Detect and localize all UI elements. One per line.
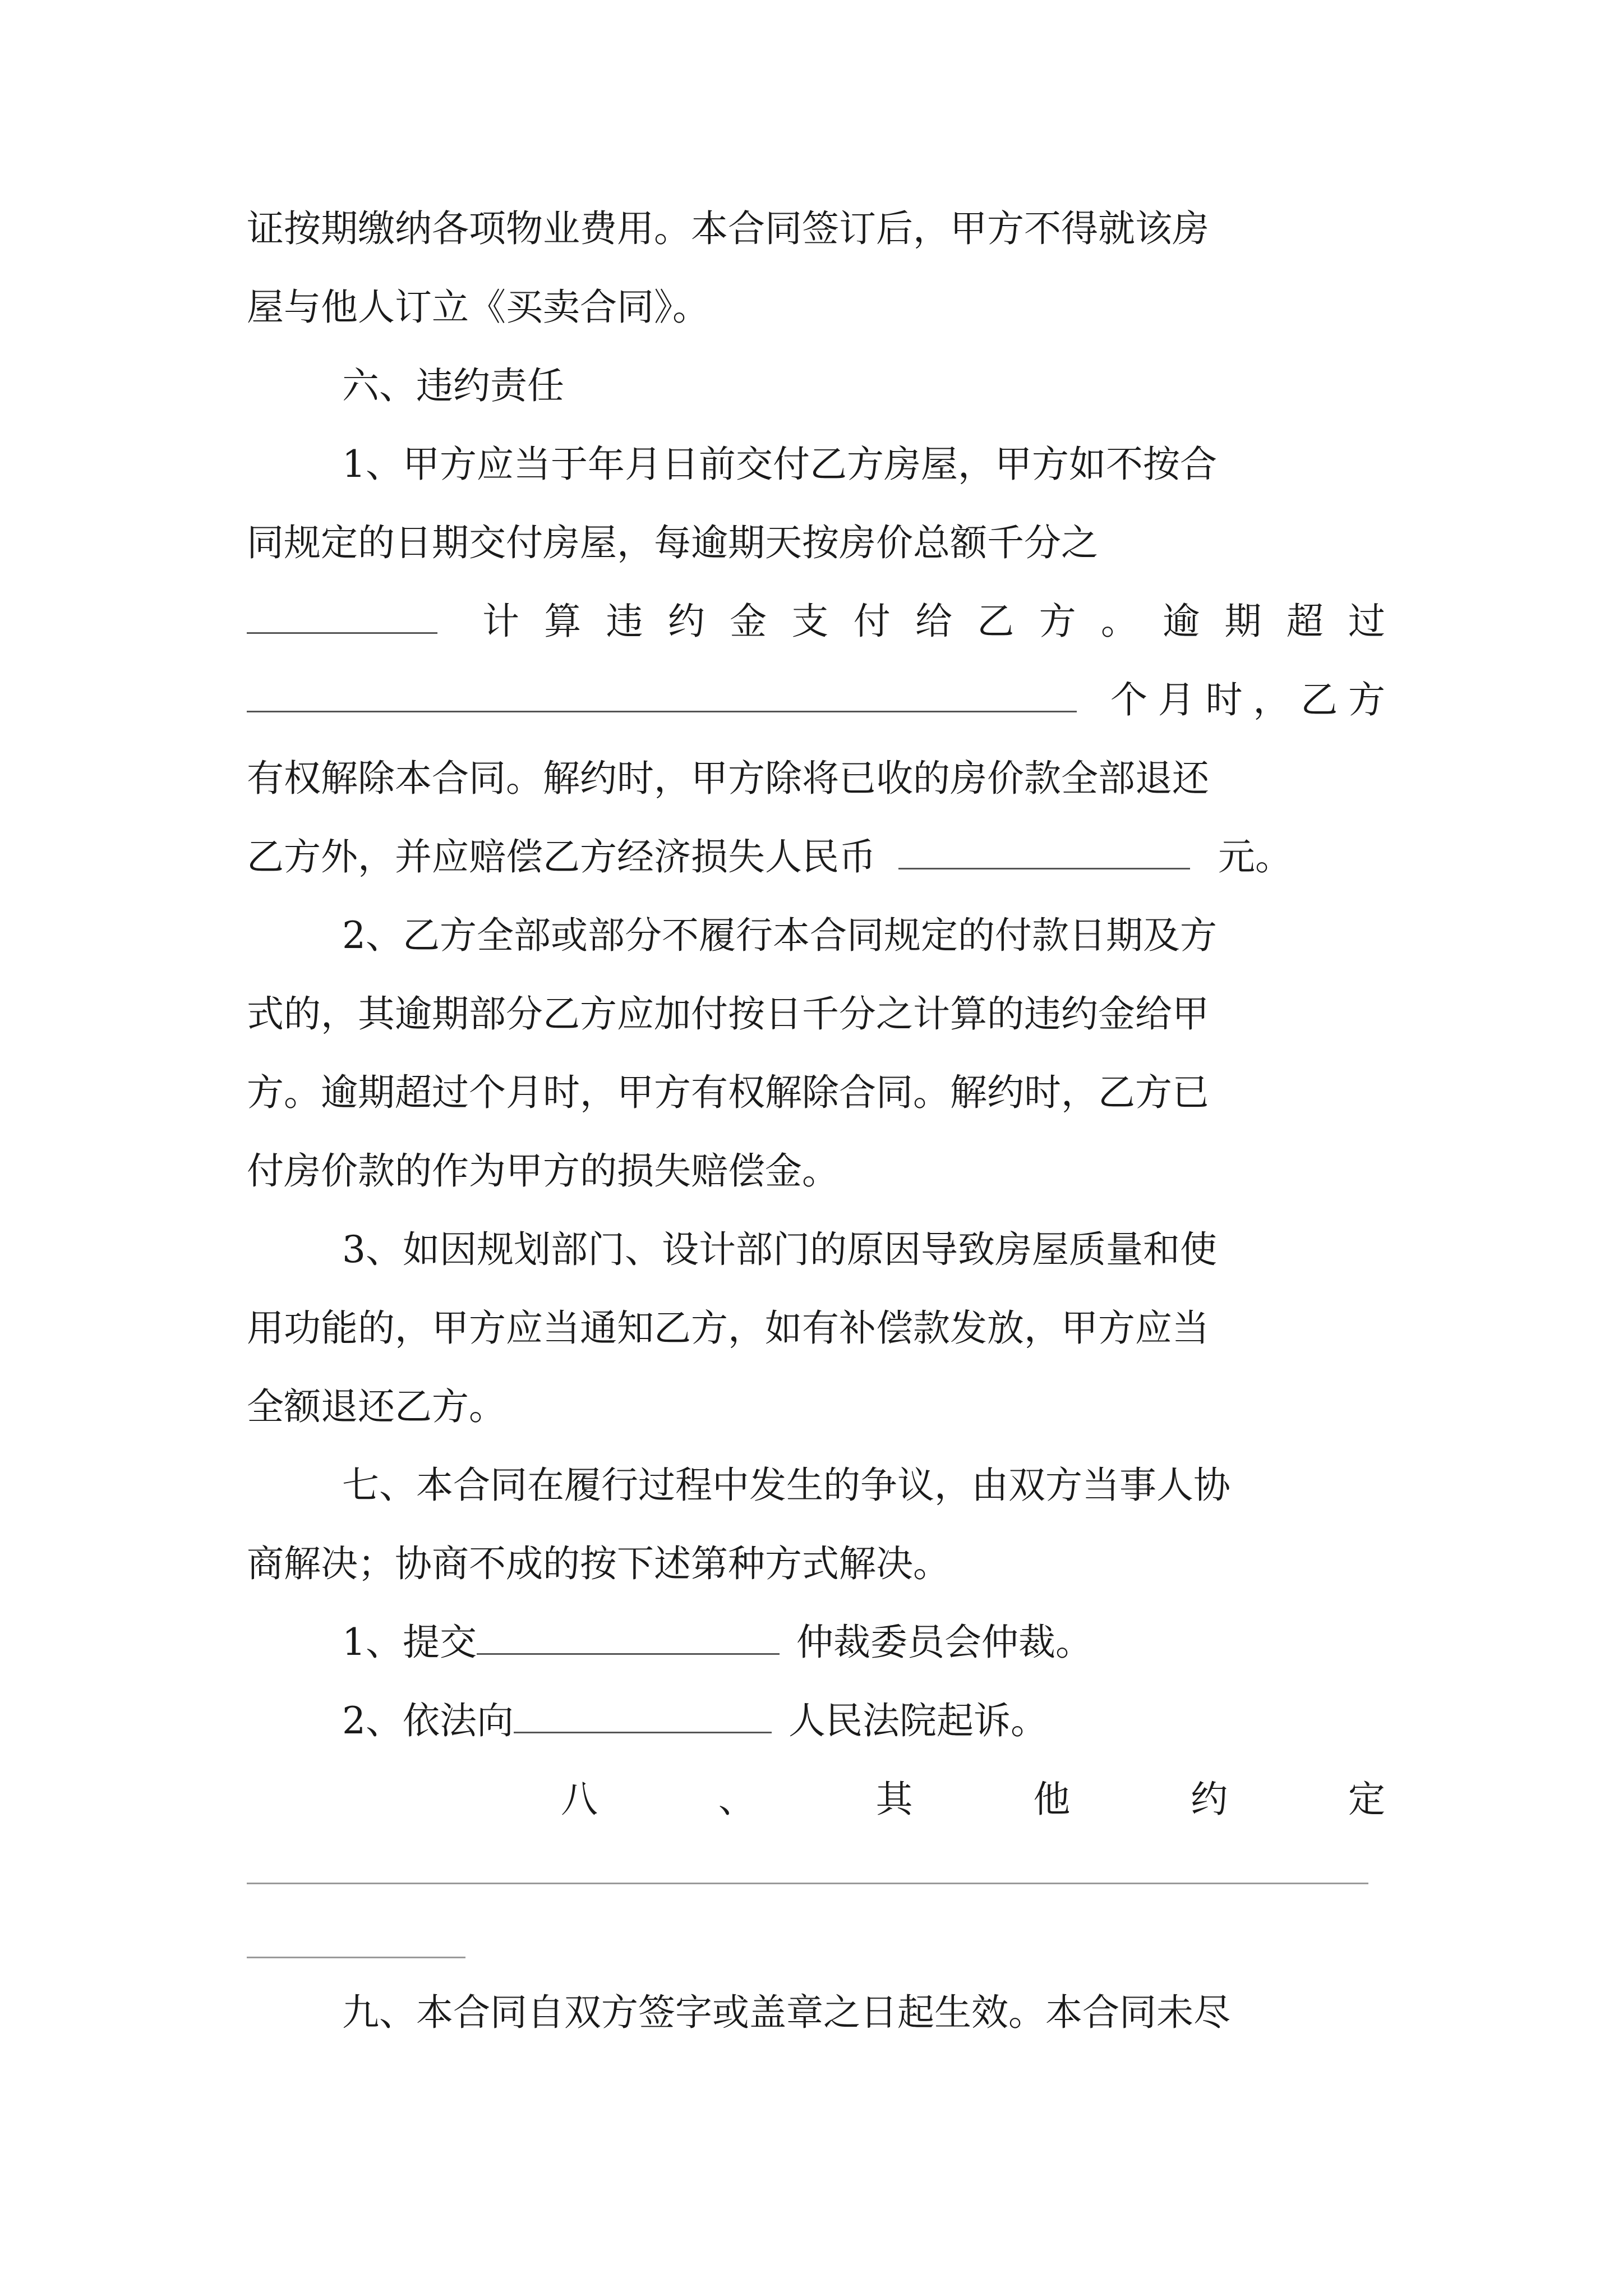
paragraph-line	[247, 599, 1385, 644]
fill-in-blank[interactable]	[514, 1700, 772, 1733]
fill-in-blank[interactable]	[247, 679, 1077, 712]
option-label: 人民法院起诉。	[789, 1699, 1048, 1742]
paragraph-line: 商解决；协商不成的按下述第种方式解决。	[247, 1542, 950, 1585]
paragraph-line: 付房价款的作为甲方的损失赔偿金。	[247, 1149, 839, 1193]
section-heading-breach: 六、违约责任	[342, 364, 564, 407]
paragraph-line: 3、如因规划部门、设计部门的原因导致房屋质量和使	[342, 1228, 1217, 1271]
paragraph-line: 2、乙方全部或部分不履行本合同规定的付款日期及方	[342, 914, 1217, 957]
option-label: 1、提交	[342, 1621, 477, 1664]
paragraph-text: 元。	[1218, 835, 1292, 878]
paragraph-line: 屋与他人订立《买卖合同》。	[247, 286, 709, 329]
option-label: 2、依法向	[342, 1699, 514, 1742]
fill-in-line[interactable]	[247, 1957, 465, 1958]
fill-in-blank[interactable]	[247, 601, 437, 634]
option-label: 仲裁委员会仲裁。	[796, 1621, 1092, 1664]
paragraph-text: 计 算 违 约 金 支 付 给 乙 方 。 逾 期 超 过	[482, 600, 1385, 643]
court-option	[342, 1699, 1385, 1743]
paragraph-line: 用功能的，甲方应当通知乙方，如有补偿款发放，甲方应当	[247, 1306, 1209, 1350]
paragraph-line: 七、本合同在履行过程中发生的争议，由双方当事人协	[342, 1464, 1230, 1507]
paragraph-line	[247, 678, 1385, 723]
fill-in-blank[interactable]	[477, 1622, 780, 1655]
arbitration-option	[342, 1620, 1385, 1665]
paragraph-line: 全额退还乙方。	[247, 1385, 506, 1428]
paragraph-line: 有权解除本合同。解约时，甲方除将已收的房价款全部退还	[247, 757, 1209, 800]
section-heading-other: 八 、 其 他 约 定	[561, 1778, 1385, 1821]
paragraph-line	[247, 835, 1424, 880]
paragraph-text: 乙方外，并应赔偿乙方经济损失人民币	[247, 835, 876, 878]
paragraph-line: 方。逾期超过个月时，甲方有权解除合同。解约时，乙方已	[247, 1071, 1209, 1114]
paragraph-line: 同规定的日期交付房屋，每逾期天按房价总额千分之	[247, 521, 1098, 564]
paragraph-line: 式的，其逾期部分乙方应加付按日千分之计算的违约金给甲	[247, 992, 1209, 1036]
paragraph-line: 证按期缴纳各项物业费用。本合同签订后，甲方不得就该房	[247, 207, 1209, 250]
paragraph-line: 1、甲方应当于年月日前交付乙方房屋，甲方如不按合	[342, 443, 1217, 486]
paragraph-line: 九、本合同自双方签字或盖章之日起生效。本合同未尽	[342, 1991, 1230, 2034]
paragraph-text: 个月时，乙方	[1110, 678, 1385, 721]
fill-in-blank[interactable]	[898, 836, 1190, 869]
fill-in-line[interactable]	[247, 1883, 1368, 1884]
